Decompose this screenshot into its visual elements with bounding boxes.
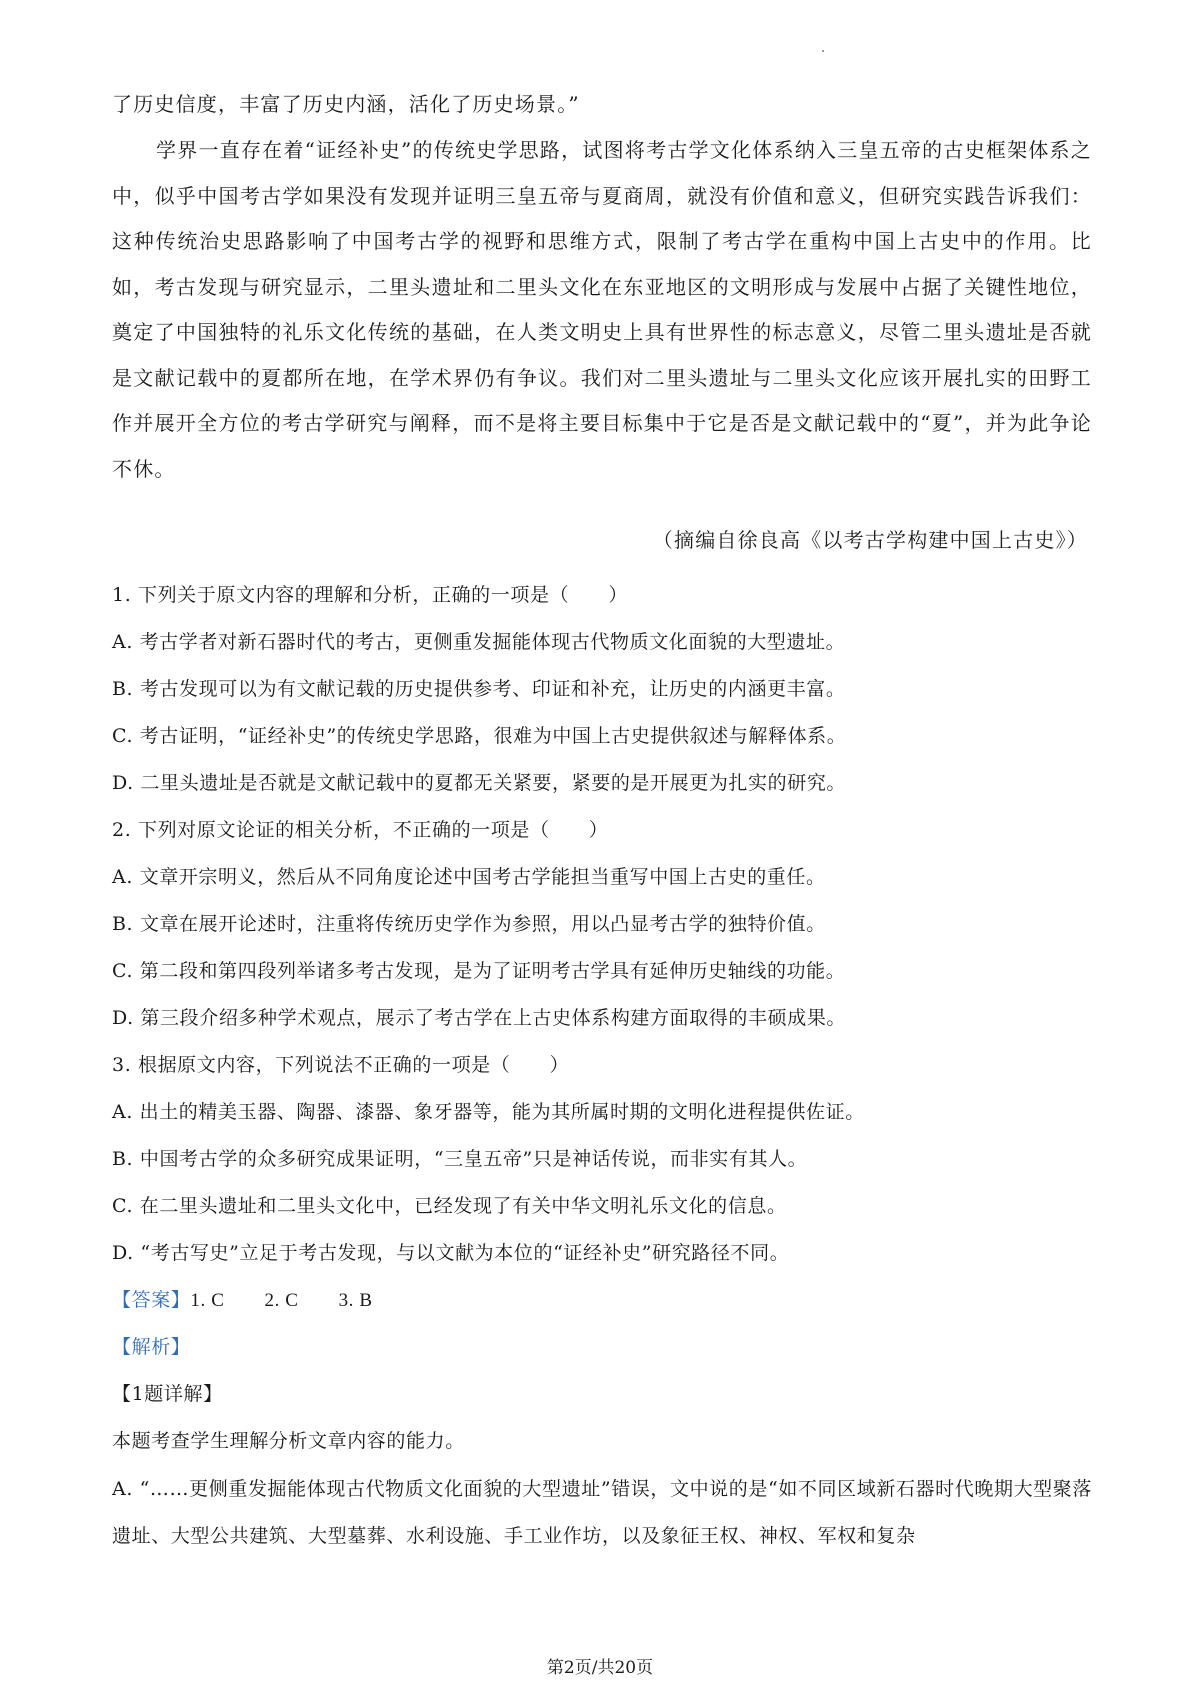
analysis-label: 【解析】 bbox=[112, 1336, 191, 1358]
question-2-option-b: B. 文章在展开论述时，注重将传统历史学作为参照，用以凸显考古学的独特价值。 bbox=[112, 913, 826, 935]
question-1-option-b: B. 考古发现可以为有文献记载的历史提供参考、印证和补充，让历史的内涵更丰富。 bbox=[112, 678, 846, 700]
passage-continuation: 了历史信度，丰富了历史内涵，活化了历史场景。” bbox=[112, 92, 580, 116]
question-2-option-a: A. 文章开宗明义，然后从不同角度论述中国考古学能担当重写中国上古史的重任。 bbox=[112, 866, 826, 888]
scan-dot bbox=[822, 50, 824, 52]
page-number: 第2页/共20页 bbox=[546, 1658, 654, 1678]
question-3-option-c: C. 在二里头遗址和二里头文化中，已经发现了有关中华文明礼乐文化的信息。 bbox=[112, 1195, 787, 1217]
question-1-option-d: D. 二里头遗址是否就是文献记载中的夏都无关紧要，紧要的是开展更为扎实的研究。 bbox=[112, 772, 847, 794]
question-3-stem: 3. 根据原文内容，下列说法不正确的一项是（ ） bbox=[112, 1054, 570, 1076]
question-1-stem: 1. 下列关于原文内容的理解和分析，正确的一项是（ ） bbox=[112, 584, 628, 606]
question-3-option-a: A. 出土的精美玉器、陶器、漆器、象牙器等，能为其所属时期的文明化进程提供佐证。 bbox=[112, 1101, 865, 1123]
question-3-option-d: D. “考古写史”立足于考古发现，与以文献为本位的“证经补史”研究路径不同。 bbox=[112, 1242, 790, 1264]
answer-row bbox=[112, 1285, 1092, 1312]
q1-detail-heading: 【1题详解】 bbox=[112, 1383, 223, 1405]
question-2-option-d: D. 第三段介绍多种学术观点，展示了考古学在上古史体系构建方面取得的丰硕成果。 bbox=[112, 1007, 847, 1029]
question-1-option-c: C. 考古证明，“证经补史”的传统史学思路，很难为中国上古史提供叙述与解释体系。 bbox=[112, 725, 847, 747]
passage-source: （摘编自徐良高《以考古学构建中国上古史》） bbox=[652, 528, 1088, 552]
passage-paragraph: 学界一直存在着“证经补史”的传统史学思路，试图将考古学文化体系纳入三皇五帝的古史框架体系之中，似乎中国考古学如果没有发现并证明三皇五帝与夏商周，就没有价值和意义，但研究实践告诉我们：这种传统治史思路影响了中国考古学的视野和思维方式，限制了考古学在重构中国上古史中的作用。比如，考古发现与研究显示，二里头遗址和二里头文化在东亚地区的文明形成与发展中占据了关键性地位，奠定了中国独特的礼乐文化传统的基础，在人类文明史上具有世界性的标志意义，尽管二里头遗址是否就是文献记载中的夏都所在地，在学术界仍有争议。我们对二里头遗址与二里头文化应该开展扎实的田野工作并展开全方位的考古学研究与阐释，而不是将主要目标集中于它是否是文献记载中的“夏”，并为此争论不休。 bbox=[112, 138, 1092, 481]
question-2-option-c: C. 第二段和第四段列举诸多考古发现，是为了证明考古学具有延伸历史轴线的功能。 bbox=[112, 960, 846, 982]
answer-item-1: 1. C bbox=[190, 1290, 225, 1311]
q1-detail-text: A. “……更侧重发掘能体现古代物质文化面貌的大型遗址”错误，文中说的是“如不同区域新石器时代晚期大型聚落遗址、大型公共建筑、大型墓葬、水利设施、手工业作坊，以及象征王权、神权、军权和复杂 bbox=[112, 1478, 1092, 1547]
question-3-option-b: B. 中国考古学的众多研究成果证明，“三皇五帝”只是神话传说，而非实有其人。 bbox=[112, 1148, 808, 1170]
question-2-stem: 2. 下列对原文论证的相关分析，不正确的一项是（ ） bbox=[112, 819, 609, 841]
q1-detail-intro: 本题考查学生理解分析文章内容的能力。 bbox=[112, 1430, 465, 1452]
question-1-option-a: A. 考古学者对新石器时代的考古，更侧重发掘能体现古代物质文化面貌的大型遗址。 bbox=[112, 631, 846, 653]
answer-item-2: 2. C bbox=[264, 1290, 299, 1311]
answer-item-3: 3. B bbox=[338, 1290, 373, 1311]
answer-label: 【答案】 bbox=[112, 1289, 191, 1311]
